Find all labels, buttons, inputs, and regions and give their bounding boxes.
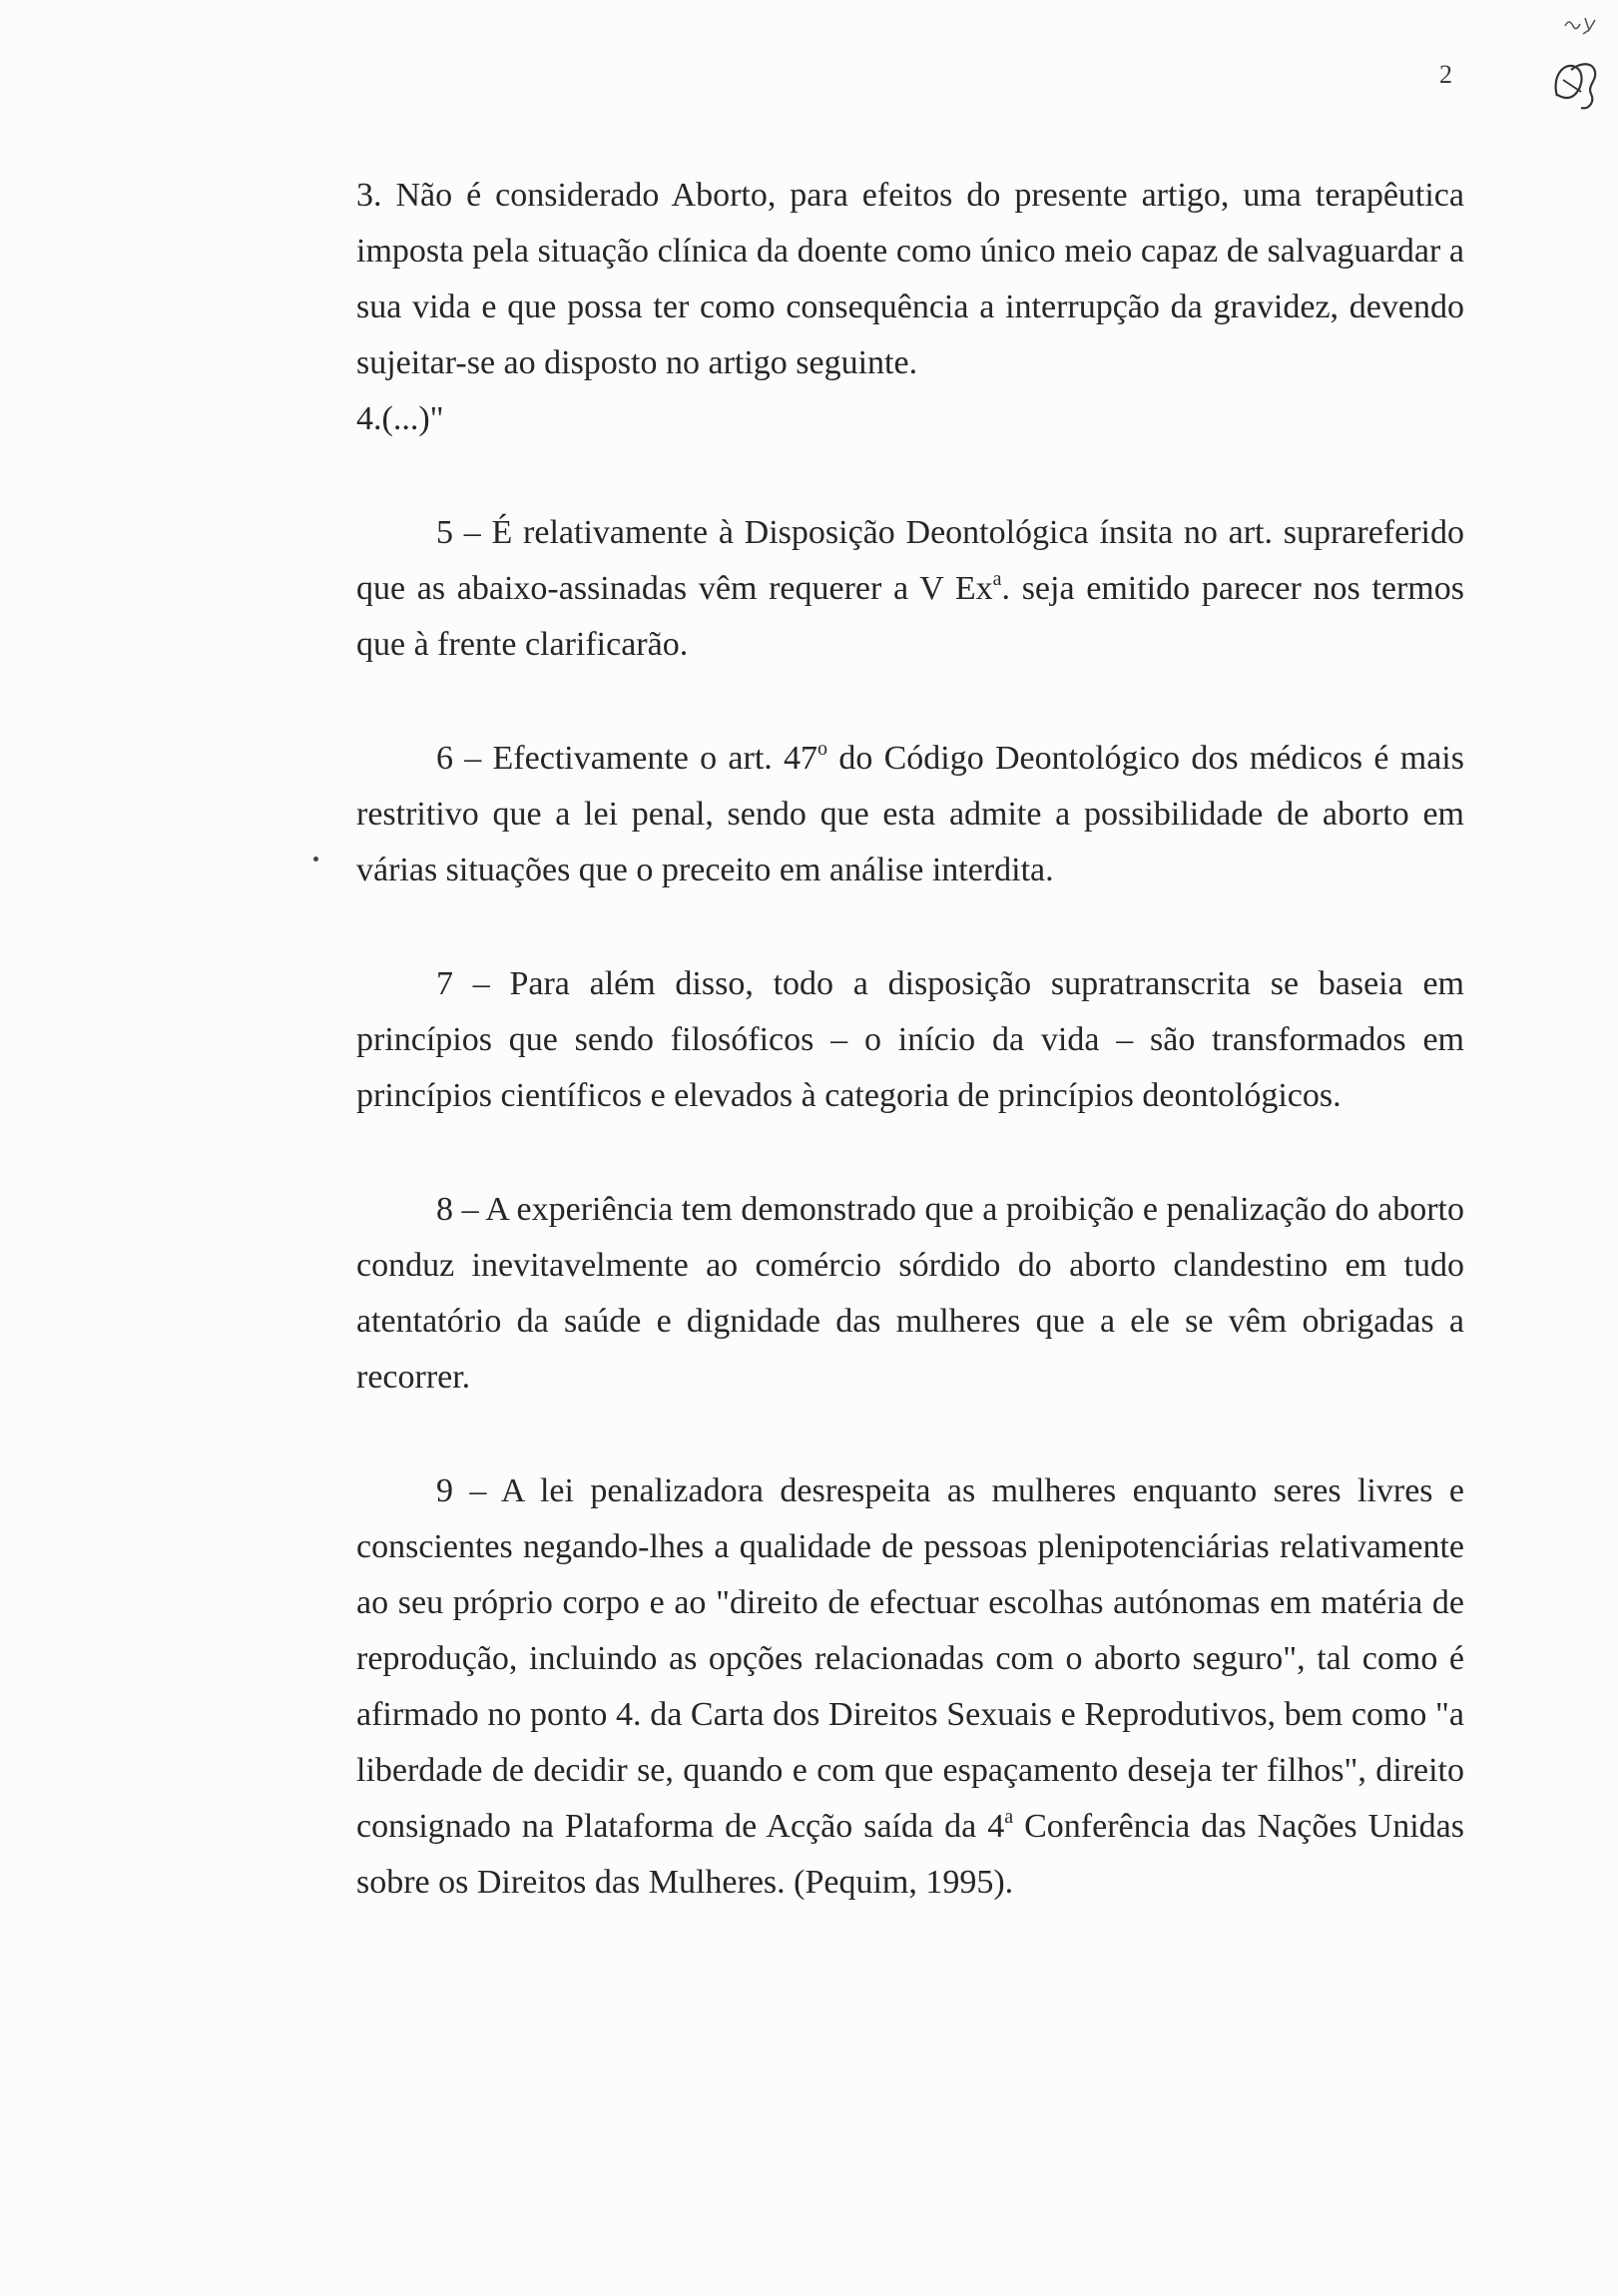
paragraph-text: – Efectivamente o art. 47: [453, 740, 818, 777]
paragraph-6: [356, 731, 1464, 898]
superscript: a: [992, 568, 1002, 590]
paragraph-9: [356, 1463, 1464, 1911]
paragraph-text: do Código Deontológico dos médicos é mais restritivo que a lei penal, sendo que esta admite a possibilidade de aborto em várias situações que o preceito em análise interdita.: [356, 740, 1464, 888]
paragraph-text: – É relativamente à Disposição Deontológica ínsita no art. suprareferido que as abaixo-assinadas vêm requerer a V Ex: [356, 514, 1464, 607]
paragraph-text: – A experiência tem demonstrado que a proibição e penalização do aborto conduz inevitavelmente ao comércio sórdido do aborto clandestino em tudo atentatório da saúde e dignidade das mulheres que a ele se vêm obrigadas a recorrer.: [356, 1191, 1464, 1396]
paragraph-number: 5: [436, 514, 453, 551]
paragraph-number: 6: [436, 740, 453, 777]
stray-dot-mark: [313, 857, 318, 861]
handwritten-initials-mark: [1527, 8, 1607, 138]
superscript: o: [817, 738, 828, 760]
paragraph-text: . seja emitido parecer nos termos que à frente clarificarão.: [356, 570, 1464, 663]
page-number: 2: [1439, 60, 1452, 89]
paragraph-4: 4.(...)": [356, 400, 444, 437]
superscript: a: [1004, 1806, 1014, 1828]
paragraph-7: [356, 956, 1464, 1124]
paragraph-text: Conferência das Nações Unidas sobre os Direitos das Mulheres. (Pequim, 1995).: [356, 1808, 1465, 1901]
paragraph-5: [356, 505, 1464, 673]
paragraph-8: [356, 1182, 1464, 1406]
paragraph-number: 7: [436, 965, 453, 1002]
paragraph-3: 3. Não é considerado Aborto, para efeitos do presente artigo, uma terapêutica imposta pela situação clínica da doente como único meio capaz de salvaguardar a sua vida e que possa ter como consequência a interrupção da gravidez, devendo sujeitar-se ao disposto no artigo seguinte.: [356, 177, 1464, 381]
document-body: [356, 168, 1464, 1911]
paragraph-text: – Para além disso, todo a disposição supratranscrita se baseia em princípios que sendo filosóficos – o início da vida – são transformados em princípios científicos e elevados à categoria de princípios deontológicos.: [356, 965, 1464, 1114]
paragraph-number: 8: [436, 1191, 453, 1228]
paragraph-text: – A lei penalizadora desrespeita as mulheres enquanto seres livres e conscientes negando-lhes a qualidade de pessoas plenipotenciárias relativamente ao seu próprio corpo e ao "direito de efectuar escolhas autónomas em matéria de reprodução, incluindo as opções relacionadas com o aborto seguro", tal como é afirmado no ponto 4. da Carta dos Direitos Sexuais e Reprodutivos, bem como "a liberdade de decidir se, quando e com que espaçamento deseja ter filhos", direito consignado na Plataforma de Acção saída da 4: [356, 1472, 1464, 1845]
paragraph-number: 9: [436, 1472, 453, 1509]
